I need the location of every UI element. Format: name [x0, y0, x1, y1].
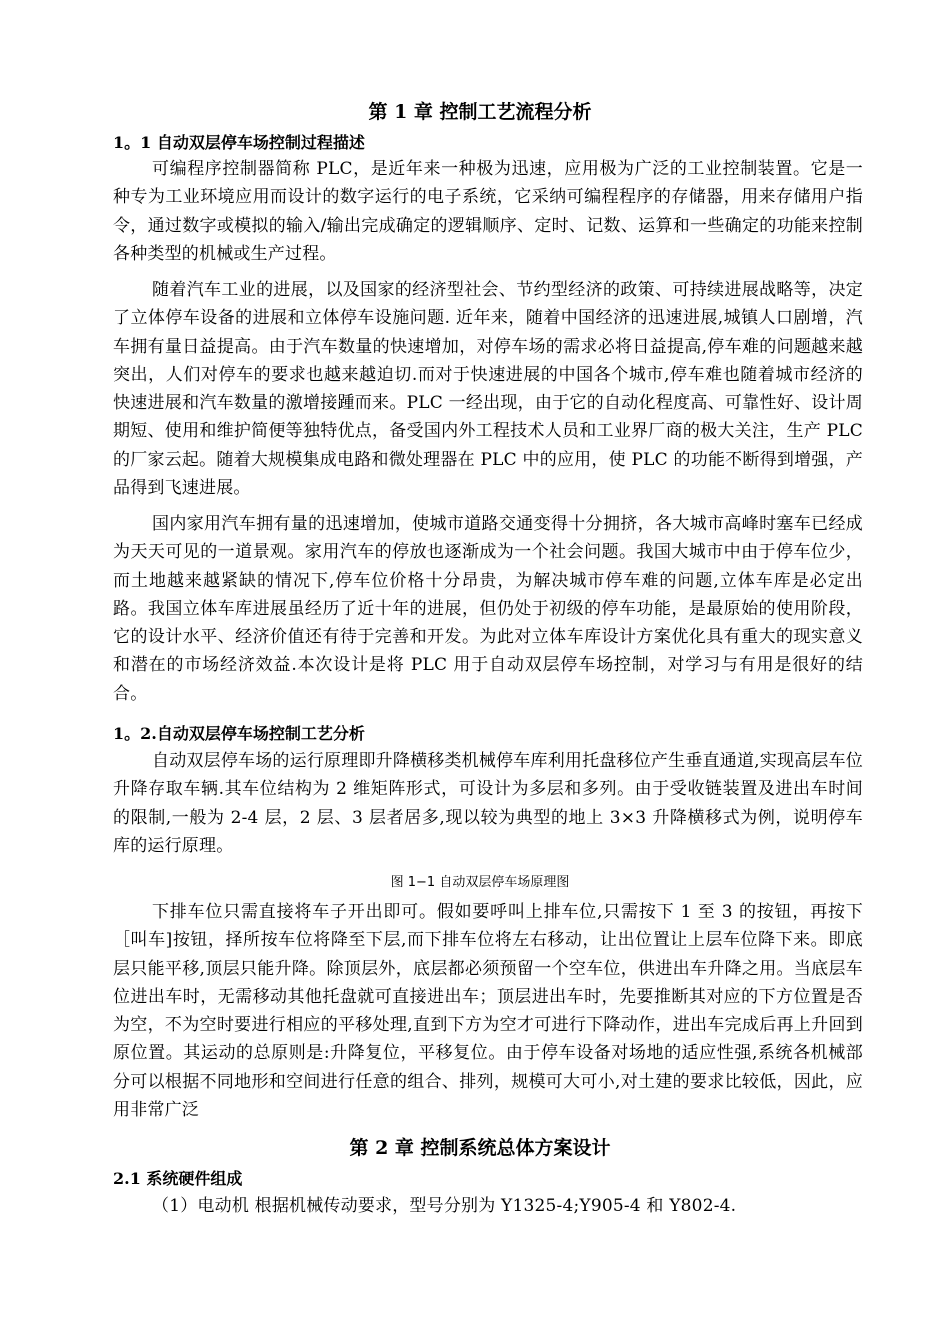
chapter-1-title: 第 1 章 控制工艺流程分析 — [368, 101, 592, 123]
section-2-1-heading: 2.1 系统硬件组成 — [113, 1169, 243, 1188]
paragraph-automotive-development: 随着汽车工业的进展，以及国家的经济型社会、节约型经济的政策、可持续进展战略等，决定了立体停车设备的进展和立体停车设施问题. 近年来，随着中国经济的迅速进展,城镇人口剧增，汽车拥有量日益提高。由于汽车数量的快速增加，对停车场的需求必将日益提高,停车难的问题越来越突出，人们对停车的要求也越来越迫切.而对于快速进展的中国各个城市,停车难也随着城市经济的快速进展和汽车数量的激增接踵而来。PLC 一经出现，由于它的自动化程度高、可靠性好、设计周期短、使用和维护简便等独特优点，备受国内外工程技术人员和工业界厂商的极大关注，生产 PLC 的厂家云起。随着大规模集成电路和微处理器在 PLC 中的应用，使 PLC 的功能不断得到增强，产品得到飞速进展。 — [113, 280, 863, 499]
paragraph-plc-intro: 可编程序控制器简称 PLC，是近年来一种极为迅速，应用极为广泛的工业控制装置。它是一种专为工业环境应用而设计的数字运行的电子系统，它采纳可编程程序的存储器，用来存储用户指令，通过数字或模拟的输入/输出完成确定的逻辑顺序、定时、记数、运算和一些确定的功能来控制各种类型的机械或生产过程。 — [113, 159, 863, 264]
section-1-2-heading: 1。2.自动双层停车场控制工艺分析 — [113, 724, 365, 743]
paragraph-lower-row: 下排车位只需直接将车子开出即可。假如要呼叫上排车位,只需按下 1 至 3 的按钮，再按下 ［叫车]按钮，择所按车位将降至下层,而下排车位将左右移动，让出位置让上层车位降下来。即底层只能平移,顶层只能升降。除顶层外，底层都必须预留一个空车位，供进出车升降之用。当底层车位进出车时，无需移动其他托盘就可直接进出车；顶层进出车时，先要推断其对应的下方位置是否为空，不为空时要进行相应的平移处理,直到下方为空才可进行下降动作，进出车完成后再上升回到原位置。其运动的总原则是:升降复位，平移复位。由于停车设备对场地的适应性强,系统各机械部分可以根据不同地形和空间进行任意的组合、排列，规模可大可小,对土建的要求比较低，因此，应用非常广泛 — [113, 902, 863, 1121]
paragraph-domestic-cars: 国内家用汽车拥有量的迅速增加，使城市道路交通变得十分拥挤，各大城市高峰时塞车已经成为天天可见的一道景观。家用汽车的停放也逐渐成为一个社会问题。我国大城市中由于停车位少，而土地越来越紧缺的情况下,停车位价格十分昂贵，为解决城市停车难的问题,立体车库是必定出路。我国立体车库进展虽经历了近十年的进展，但仍处于初级的停车功能，是最原始的使用阶段，它的设计水平、经济价值还有待于完善和开发。为此对立体车库设计方案优化具有重大的现实意义和潜在的市场经济效益.本次设计是将 PLC 用于自动双层停车场控制，对学习与有用是很好的结合。 — [113, 514, 863, 704]
paragraph-motor-item: （1）电动机 根据机械传动要求，型号分别为 Y1325-4;Y905-4 和 Y802-4. — [152, 1196, 737, 1216]
figure-caption: 图 1−1 自动双层停车场原理图 — [390, 875, 570, 890]
chapter-2-title: 第 2 章 控制系统总体方案设计 — [349, 1137, 611, 1159]
section-1-1-heading: 1。1 自动双层停车场控制过程描述 — [113, 133, 365, 152]
paragraph-operating-principle: 自动双层停车场的运行原理即升降横移类机械停车库利用托盘移位产生垂直通道,实现高层车位升降存取车辆.其车位结构为 2 维矩阵形式，可设计为多层和多列。由于受收链装置及进出车时间的限制,一般为 2-4 层，2 层、3 层者居多,现以较为典型的地上 3×3 升降横移式为例，说明停车库的运行原理。 — [113, 751, 863, 856]
